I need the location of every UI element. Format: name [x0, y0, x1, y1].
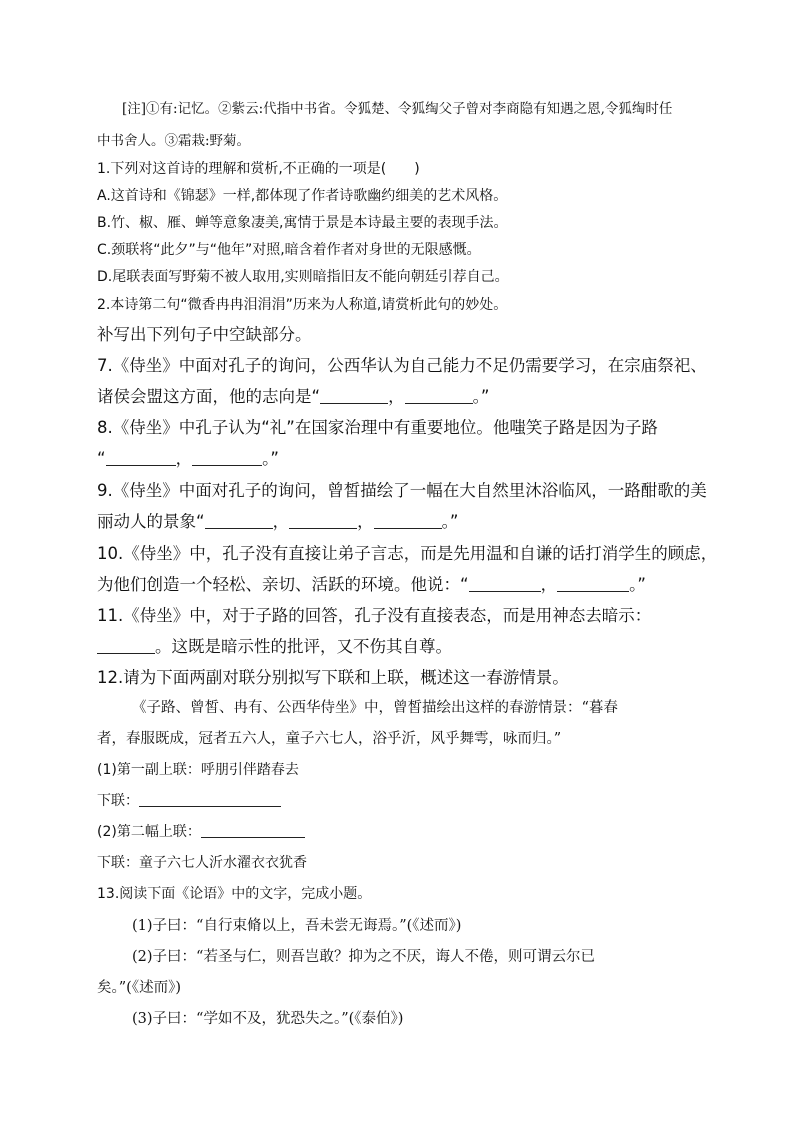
blank-9a[interactable] — [205, 512, 273, 529]
end-quote: 。” — [472, 387, 490, 406]
question-8-prefix: “ — [97, 449, 106, 468]
couplet-1-upper: (1)第一副上联：呼朋引伴踏春去 — [97, 762, 299, 778]
option-b: B.竹、椒、雁、蝉等意象凄美,寓情于景是本诗最主要的表现手法。 — [97, 215, 508, 231]
q13-item-2-line-2: 矣。”(《述而》) — [97, 980, 181, 996]
couplet-2-lower: 下联：童子六七人沂水濯衣衣犹香 — [97, 855, 307, 871]
blank-8b[interactable] — [192, 449, 262, 466]
end-quote: 。” — [262, 449, 279, 468]
question-11-suffix: 。这既是暗示性的批评，又不伤其自尊。 — [155, 637, 452, 656]
question-10-prefix: 为他们创造一个轻松、亲切、活跃的环境。他说：“ — [97, 575, 469, 594]
question-9-line-1: 9.《侍坐》中面对孔子的询问，曾皙描绘了一幅在大自然里沐浴临风，一路酣歌的美 — [97, 481, 707, 500]
comma: ， — [175, 449, 193, 468]
option-a: A.这首诗和《锦瑟》一样,都体现了作者诗歌幽约细美的艺术风格。 — [97, 188, 508, 204]
blank-10b[interactable] — [557, 575, 629, 592]
question-7-prefix: 诸侯会盟这方面，他的志向是“ — [97, 387, 321, 406]
question-9-line-2 — [97, 508, 458, 532]
question-13: 13.阅读下面《论语》中的文字，完成小题。 — [97, 886, 372, 902]
q13-item-3: (3)子曰：“学如不及，犹恐失之。”(《泰伯》) — [132, 1011, 404, 1027]
question-12: 12.请为下面两副对联分别拟写下联和上联，概述这一春游情景。 — [97, 668, 569, 687]
couplet-1-lower — [97, 790, 281, 810]
q12-quote-line-1: 《子路、曾皙、冉有、公西华侍坐》中，曾皙描绘出这样的春游情景：“暮春 — [132, 700, 618, 716]
question-2: 2.本诗第二句“微香冉冉泪涓涓”历来为人称道,请赏析此句的妙处。 — [97, 297, 508, 313]
question-9-prefix: 丽动人的景象“ — [97, 512, 205, 531]
option-c: C.颈联将“此夕”与“他年”对照,暗含着作者对身世的无限感慨。 — [97, 242, 481, 258]
question-8-line-2 — [97, 445, 279, 469]
comma: ， — [272, 512, 290, 531]
comma: ， — [388, 387, 405, 406]
blank-11[interactable] — [97, 637, 155, 654]
couplet-2-upper — [97, 821, 305, 841]
couplet-1-lower-label: 下联： — [97, 793, 139, 809]
blank-9c[interactable] — [374, 512, 442, 529]
comma: ， — [540, 575, 558, 594]
question-11-line-2 — [97, 633, 452, 657]
blank-7b[interactable] — [405, 387, 473, 404]
question-7-line-1: 7.《侍坐》中面对孔子的询问，公西华认为自己能力不足仍需要学习，在宗庙祭祀、 — [97, 356, 707, 375]
question-1: 1.下列对这首诗的理解和赏析,不正确的一项是( ) — [97, 161, 420, 177]
blank-couplet-1-lower[interactable] — [139, 790, 281, 807]
question-11-line-1: 11.《侍坐》中，对于子路的回答，孔子没有直接表态，而是用神态去暗示： — [97, 606, 652, 625]
end-quote: 。” — [441, 512, 459, 531]
question-7-line-2 — [97, 383, 489, 407]
comma: ， — [357, 512, 374, 531]
blank-9b[interactable] — [289, 512, 357, 529]
annotation-note-line-2: 中书舍人。③霜栽:野菊。 — [97, 133, 251, 149]
question-10-line-2 — [97, 571, 646, 595]
annotation-note-line-1: [注]①有:记忆。②紫云:代指中书省。令狐楚、令狐绹父子曾对李商隐有知遇之恩,令狐绹时任 — [122, 101, 673, 117]
fill-instruction: 补写出下列句子中空缺部分。 — [97, 325, 312, 344]
question-8-line-1: 8.《侍坐》中孔子认为“礼”在国家治理中有重要地位。他嗤笑子路是因为子路 — [97, 418, 658, 437]
question-10-line-1: 10.《侍坐》中，孔子没有直接让弟子言志，而是先用温和自谦的话打消学生的顾虑， — [97, 544, 718, 563]
q13-item-1: (1)子曰：“自行束脩以上，吾未尝无诲焉。”(《述而》) — [132, 918, 462, 934]
blank-7a[interactable] — [320, 387, 388, 404]
blank-8a[interactable] — [106, 449, 176, 466]
blank-couplet-2-upper[interactable] — [201, 821, 305, 838]
q12-quote-line-2: 者，春服既成，冠者五六人，童子六七人，浴乎沂，风乎舞雩，咏而归。” — [97, 731, 562, 747]
q13-item-2-line-1: (2)子曰：“若圣与仁，则吾岂敢？抑为之不厌，诲人不倦，则可谓云尔已 — [132, 949, 595, 965]
blank-10a[interactable] — [469, 575, 541, 592]
couplet-2-upper-label: (2)第二幅上联： — [97, 824, 201, 840]
end-quote: 。” — [629, 575, 646, 594]
option-d: D.尾联表面写野菊不被人取用,实则暗指旧友不能向朝廷引荐自己。 — [97, 269, 509, 285]
